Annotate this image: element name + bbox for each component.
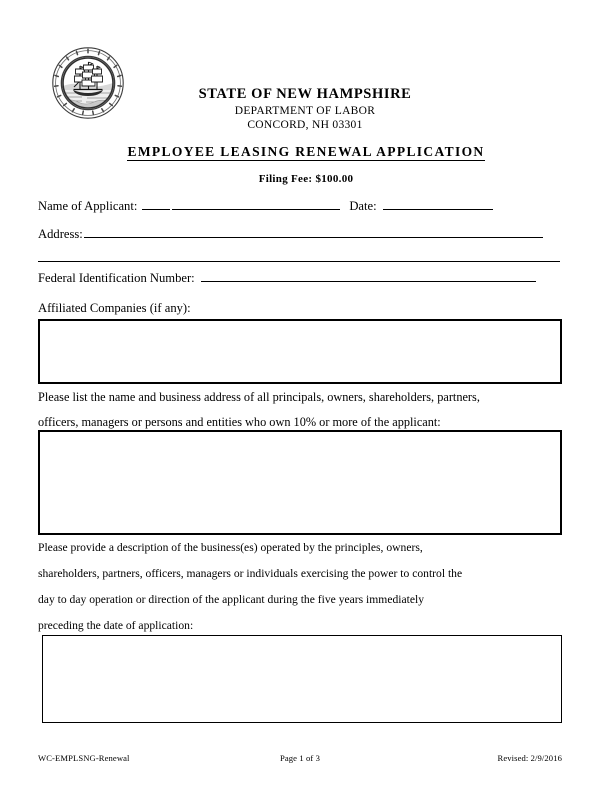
business-description-prompt-line-4: preceding the date of application: <box>38 619 194 632</box>
principals-prompt-line-2: officers, managers or persons and entities who own 10% or more of the applicant: <box>38 415 441 429</box>
filing-fee-label: Filing Fee: $100.00 <box>258 173 354 185</box>
affiliated-companies-label: Affiliated Companies (if any): <box>38 301 191 315</box>
business-description-prompt-line-1: Please provide a description of the business(es) operated by the principles, owners, <box>38 541 423 554</box>
business-description-prompt-line-2: shareholders, partners, officers, managers or individuals exercising the power to control the <box>38 567 463 580</box>
page-title-text: EMPLOYEE LEASING RENEWAL APPLICATION <box>127 144 485 159</box>
address-input-line-2[interactable] <box>38 261 560 262</box>
business-description-prompt-line-3: day to day operation or direction of the applicant during the five years immediately <box>38 593 425 606</box>
applicant-name-row <box>38 199 493 214</box>
applicant-name-input[interactable] <box>172 209 340 210</box>
date-label: Date: <box>349 199 377 213</box>
page-title <box>56 144 556 160</box>
page-footer <box>38 753 562 767</box>
document-header <box>140 86 470 132</box>
date-input[interactable] <box>383 209 493 210</box>
footer-revised-date: Revised: 2/9/2016 <box>497 753 562 763</box>
principals-textbox[interactable] <box>38 430 562 535</box>
footer-page-number: Page 1 of 3 <box>279 753 320 763</box>
address-row <box>38 227 543 242</box>
federal-id-input[interactable] <box>201 281 536 282</box>
applicant-name-label: Name of Applicant: <box>38 199 138 213</box>
federal-id-label: Federal Identification Number: <box>38 271 195 285</box>
header-city-state-zip-line: CONCORD, NH 03301 <box>247 119 363 131</box>
header-department-line: DEPARTMENT OF LABOR <box>234 105 376 117</box>
address-input[interactable] <box>84 237 543 238</box>
federal-id-row <box>38 271 536 286</box>
principals-prompt <box>38 385 554 435</box>
new-hampshire-state-seal-icon <box>51 46 125 120</box>
business-description-textbox[interactable] <box>42 635 562 723</box>
footer-form-id: WC-EMPLSNG-Renewal <box>38 753 130 763</box>
business-description-prompt <box>38 535 562 639</box>
header-state-line: STATE OF NEW HAMPSHIRE <box>198 86 412 102</box>
address-label: Address: <box>38 227 83 241</box>
affiliated-companies-textbox[interactable] <box>38 319 562 384</box>
applicant-name-input-segment-1[interactable] <box>142 209 170 210</box>
principals-prompt-line-1: Please list the name and business address of all principals, owners, shareholders, partners, <box>38 390 480 404</box>
